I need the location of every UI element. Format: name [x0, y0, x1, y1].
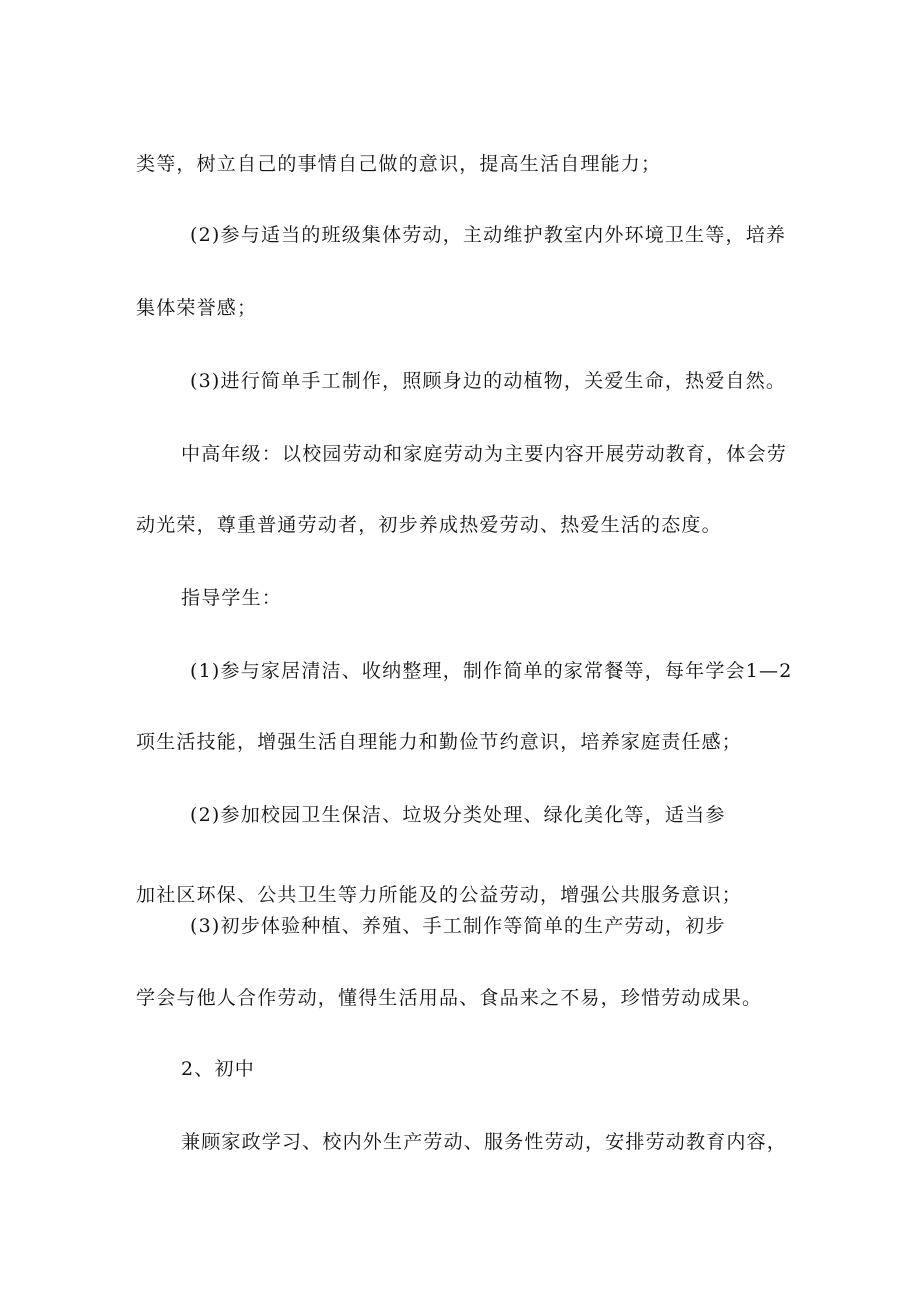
paragraph-line: 类等，树立自己的事情自己做的意识，提高生活自理能力； [136, 153, 662, 175]
paragraph-line: 指导学生： [181, 587, 283, 609]
list-item-line: (1)参与家居清洁、收纳整理，制作简单的家常餐等，每年学会1—2 [190, 660, 793, 682]
list-item-line: (2)参与适当的班级集体劳动，主动维护教室内外环境卫生等，培养 [190, 224, 787, 246]
paragraph-line: 动光荣，尊重普通劳动者，初步养成热爱劳动、热爱生活的态度。 [136, 514, 722, 536]
paragraph-line: 兼顾家政学习、校内外生产劳动、服务性劳动，安排劳动教育内容， [181, 1131, 788, 1153]
paragraph-line: 项生活技能，增强生活自理能力和勤俭节约意识，培养家庭责任感； [136, 731, 743, 753]
paragraph-line: 中高年级：以校园劳动和家庭劳动为主要内容开展劳动教育，体会劳 [181, 443, 788, 465]
list-item-line: (3)进行简单手工制作，照顾身边的动植物，关爱生命，热爱自然。 [190, 370, 787, 392]
list-item-line: (2)参加校园卫生保洁、垃圾分类处理、绿化美化等，适当参 [190, 804, 726, 826]
section-heading: 2、初中 [181, 1058, 255, 1080]
paragraph-line: 学会与他人合作劳动，懂得生活用品、食品来之不易，珍惜劳动成果。 [136, 987, 763, 1009]
paragraph-line: 集体荣誉感； [136, 297, 258, 319]
list-item-line: (3)初步体验种植、养殖、手工制作等简单的生产劳动，初步 [190, 915, 726, 937]
paragraph-line: 加社区环保、公共卫生等力所能及的公益劳动，增强公共服务意识； [136, 884, 743, 906]
